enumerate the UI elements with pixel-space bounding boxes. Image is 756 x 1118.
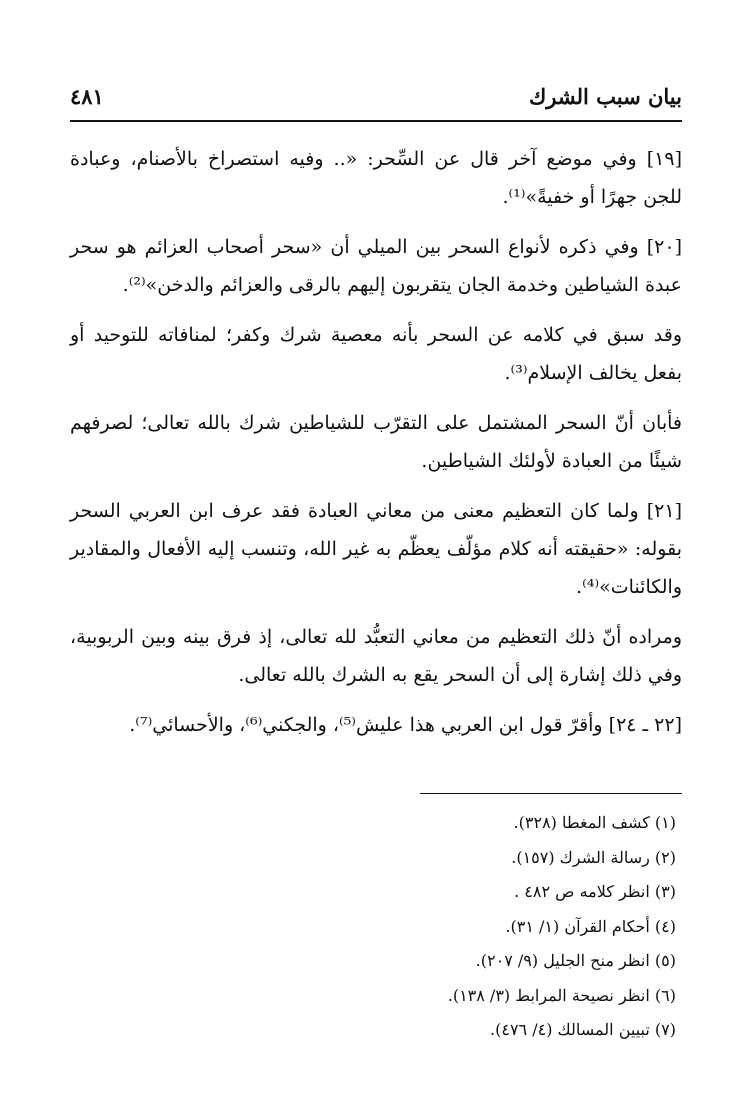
footnote-item: (٦) انظر نصيحة المرابط (٣/ ١٣٨). — [447, 985, 676, 1005]
footnotes — [70, 806, 682, 1048]
paragraph-22-24: [٢٢ ـ ٢٤] وأقرّ قول ابن العربي هذا عليش⁽⁵⁾، والجكني⁽⁶⁾، والأحسائي⁽⁷⁾. — [129, 714, 682, 736]
paragraph-20: [٢٠] وفي ذكره لأنواع السحر بين الميلي أن «سحر أصحاب العزائم هو سحر عبدة الشياطين وخدمة الجان يتقربون إليهم بالرقى والعزائم والدخن»⁽²⁾. — [70, 236, 682, 296]
footnote-item: (٣) انظر كلامه ص ٤٨٢ . — [514, 882, 676, 901]
footnote-item: (٢) رسالة الشرك (١٥٧). — [511, 847, 676, 867]
paragraph-fa-aban: فأبان أنّ السحر المشتمل على التقرّب للشياطين شرك بالله تعالى؛ لصرفهم شيئًا من العبادة لأولئك الشياطين. — [70, 412, 682, 472]
footnote-item: (٤) أحكام القرآن (١/ ٣١). — [505, 916, 676, 936]
paragraph-19: [١٩] وفي موضع آخر قال عن السِّحر: «.. وفيه استصراخ بالأصنام، وعبادة للجن جهرًا أو خفيةً»⁽¹⁾. — [70, 148, 682, 208]
paragraph-sabaq: وقد سبق في كلامه عن السحر بأنه معصية شرك وكفر؛ لمنافاته للتوحيد أو بفعل يخالف الإسلام⁽³⁾. — [70, 324, 682, 384]
footnote-separator — [420, 793, 682, 794]
running-title: بيان سبب الشرك — [528, 84, 682, 109]
paragraph-21: [٢١] ولما كان التعظيم معنى من معاني العبادة فقد عرف ابن العربي السحر بقوله: «حقيقته أنه كلام مؤلّف يعظّم به غير الله، وتنسب إليه الأفعال والمقادير والكائنات»⁽⁴⁾. — [70, 500, 682, 598]
footnote-item: (١) كشف المغطا (٣٢٨). — [513, 813, 676, 832]
page-number: ٤٨١ — [70, 84, 104, 109]
page-header — [70, 82, 682, 120]
footnote-item: (٧) تبيين المسالك (٤/ ٤٧٦). — [490, 1020, 676, 1039]
body-text — [70, 140, 682, 756]
paragraph-muraduh: ومراده أنّ ذلك التعظيم من معاني التعبُّد لله تعالى، إذ فرق بينه وبين الربوبية، وفي ذلك إشارة إلى أن السحر يقع به الشرك بالله تعالى. — [70, 626, 682, 686]
header-rule — [70, 120, 682, 122]
footnote-item: (٥) انظر منح الجليل (٩/ ٢٠٧). — [475, 951, 676, 970]
